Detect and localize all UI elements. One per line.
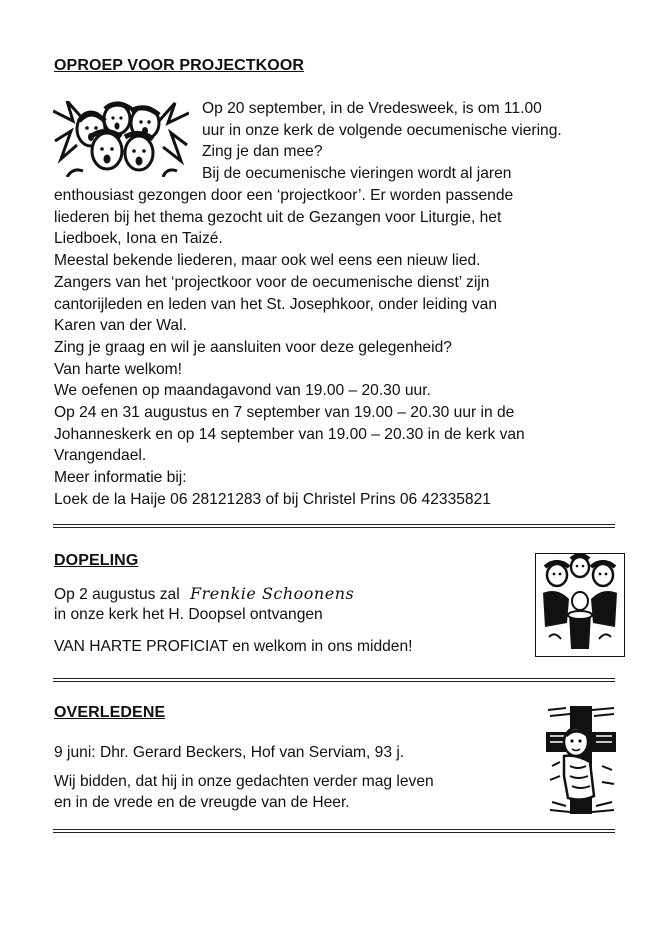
- projectkoor-line: Van harte welkom!: [54, 360, 182, 378]
- overledene-heading: OVERLEDENE: [54, 704, 166, 721]
- choir-woodcut-icon: [53, 101, 189, 177]
- projectkoor-line: Loek de la Haije 06 28121283 of bij Christel Prins 06 42335821: [54, 490, 491, 508]
- section-divider: [53, 524, 615, 528]
- doopeling-line1: [54, 583, 354, 606]
- projectkoor-line: liederen bij het thema gezocht uit de Gezangen voor Liturgie, het: [54, 208, 502, 226]
- projectkoor-line: Zing je dan mee?: [202, 143, 323, 161]
- doopeling-line3: VAN HARTE PROFICIAT en welkom in ons midden!: [54, 638, 413, 655]
- projectkoor-line: Vrangendael.: [54, 447, 147, 465]
- projectkoor-line: Zing je graag en wil je aansluiten voor deze gelegenheid?: [54, 338, 452, 356]
- overledene-line1: 9 juni: Dhr. Gerard Beckers, Hof van Serviam, 93 j.: [54, 744, 405, 761]
- projectkoor-line: Johanneskerk en op 14 september van 19.00 – 20.30 in de kerk van: [54, 425, 525, 443]
- projectkoor-line: Bij de oecumenische vieringen wordt al jaren: [202, 165, 512, 183]
- projectkoor-line: uur in onze kerk de volgende oecumenische viering.: [202, 121, 562, 139]
- projectkoor-line: cantorijleden en leden van het St. Josephkoor, onder leiding van: [54, 295, 497, 313]
- projectkoor-line: Op 24 en 31 augustus en 7 september van 19.00 – 20.30 uur in de: [54, 404, 515, 422]
- section-divider: [53, 829, 615, 833]
- projectkoor-line: Zangers van het ‘projectkoor voor de oecumenische dienst’ zijn: [54, 273, 490, 291]
- overledene-line2: Wij bidden, dat hij in onze gedachten verder mag leven: [54, 773, 434, 790]
- projectkoor-line: Karen van der Wal.: [54, 317, 187, 335]
- projectkoor-line: enthousiast gezongen door een ‘projectkoor’. Er worden passende: [54, 187, 514, 204]
- projectkoor-heading: OPROEP VOOR PROJECTKOOR: [54, 57, 305, 74]
- section-divider: [53, 678, 615, 682]
- projectkoor-line: Meer informatie bij:: [54, 469, 187, 487]
- projectkoor-line: We oefenen op maandagavond van 19.00 – 20.30 uur.: [54, 382, 431, 400]
- projectkoor-line: Liedboek, Iona en Taizé.: [54, 230, 223, 248]
- baptism-child-name: Frenkie Schoonens: [190, 584, 355, 603]
- projectkoor-line: Meestal bekende liederen, maar ook wel eens een nieuw lied.: [54, 252, 481, 270]
- doopeling-heading: DOPELING: [54, 552, 139, 569]
- baptism-woodcut-icon: [535, 553, 625, 657]
- overledene-line3: en in de vrede en de vreugde van de Heer.: [54, 794, 350, 811]
- doopeling-line1-prefix: Op 2 augustus zal: [54, 586, 180, 603]
- cross-woodcut-icon: [546, 706, 616, 814]
- projectkoor-line: Op 20 september, in de Vredesweek, is om 11.00: [202, 100, 542, 117]
- doopeling-line2: in onze kerk het H. Doopsel ontvangen: [54, 606, 323, 623]
